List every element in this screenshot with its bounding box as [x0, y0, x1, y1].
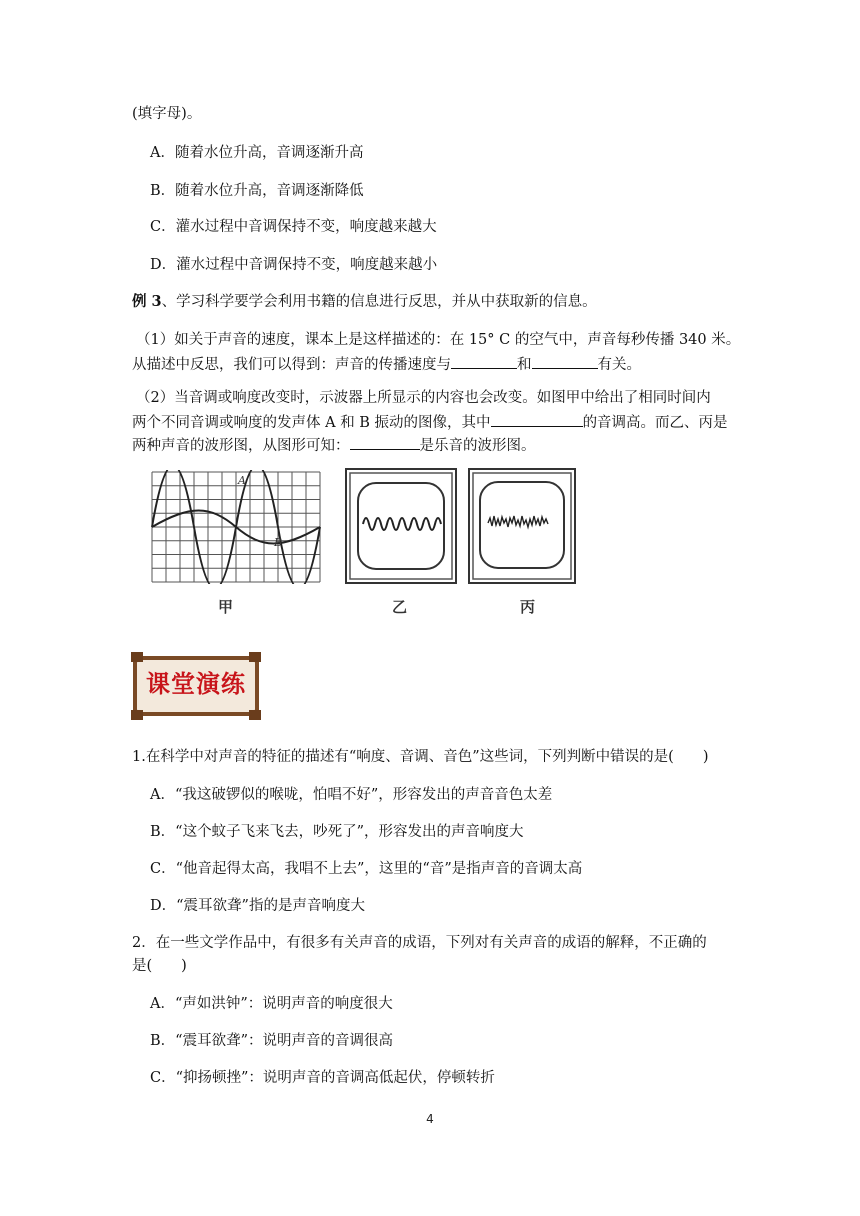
example3-label: 例 3: [132, 293, 162, 310]
answer-blank-1[interactable]: [451, 353, 517, 369]
text-seg: 和: [517, 357, 532, 373]
example3-part2-line2: [132, 411, 728, 433]
page-number: 4: [426, 1112, 434, 1126]
section-badge: [131, 652, 261, 720]
option-b: B．随着水位升高，音调逐渐降低: [150, 183, 364, 199]
q1-option-b: B．“这个蚊子飞来飞去，吵死了”，形容发出的声音响度大: [150, 824, 524, 840]
figure-label-jia: 甲: [218, 598, 234, 616]
curve-label-a: A: [238, 474, 246, 487]
example3-part1-line2: [132, 353, 641, 375]
q2-stem-line1: 2．在一些文学作品中，有很多有关声音的成语，下列对有关声音的成语的解释，不正确的: [132, 935, 707, 951]
answer-blank-2[interactable]: [532, 353, 598, 369]
text-seg: 两个不同音调或响度的发声体 A 和 B 振动的图像，其中: [132, 415, 491, 431]
text-seg: 有关。: [597, 357, 641, 373]
curve-label-b: B: [274, 536, 283, 549]
q1-option-c: C．“他音起得太高，我唱不上去”，这里的“音”是指声音的音调太高: [150, 861, 583, 877]
q2-option-a: A．“声如洪钟”：说明声音的响度很大: [150, 996, 393, 1012]
example3-heading: [132, 292, 597, 312]
figure-label-bing: 丙: [520, 598, 536, 616]
q1-option-a: A．“我这破锣似的喉咙，怕唱不好”，形容发出的声音音色太差: [150, 787, 553, 803]
figure-jia-oscillogram: [150, 470, 322, 584]
option-d: D．灌水过程中音调保持不变，响度越来越小: [150, 257, 438, 273]
example3-intro: 、学习科学要学会利用书籍的信息进行反思，并从中获取新的信息。: [161, 294, 597, 310]
q1-option-d: D．“震耳欲聋”指的是声音响度大: [150, 898, 365, 914]
text-seg: 两种声音的波形图，从图形可知：: [132, 438, 350, 454]
q1-stem: 1.在科学中对声音的特征的描述有“响度、音调、音色”这些词，下列判断中错误的是( ): [132, 749, 709, 765]
text-seg: 的音调高。而乙、丙是: [582, 415, 728, 431]
answer-blank-4[interactable]: [350, 434, 420, 450]
q2-option-c: C．“抑扬顿挫”：说明声音的音调高低起伏，停顿转折: [150, 1070, 495, 1086]
text-seg: 从描述中反思，我们可以得到：声音的传播速度与: [132, 357, 451, 373]
q2-stem-line2: 是( ): [132, 958, 187, 974]
q2-option-b: B．“震耳欲聋”：说明声音的音调很高: [150, 1033, 393, 1049]
example3-part2-line1: （2）当音调或响度改变时，示波器上所显示的内容也会改变。如图甲中给出了相同时间内: [136, 390, 711, 406]
figure-bing-oscilloscope: [468, 468, 576, 584]
answer-blank-3[interactable]: [491, 411, 583, 427]
figure-yi-oscilloscope: [345, 468, 457, 584]
question-tail: (填字母)。: [132, 106, 202, 122]
option-a: A．随着水位升高，音调逐渐升高: [150, 145, 364, 161]
section-badge-label: 课堂演练: [146, 670, 246, 698]
figure-label-yi: 乙: [392, 598, 408, 616]
example3-part2-line3: [132, 434, 536, 456]
text-seg: 是乐音的波形图。: [419, 438, 536, 454]
option-c: C．灌水过程中音调保持不变，响度越来越大: [150, 219, 437, 235]
example3-part1-line1: （1）如关于声音的速度，课本上是这样描述的：在 15° C 的空气中，声音每秒传播 340 米。: [136, 332, 741, 348]
